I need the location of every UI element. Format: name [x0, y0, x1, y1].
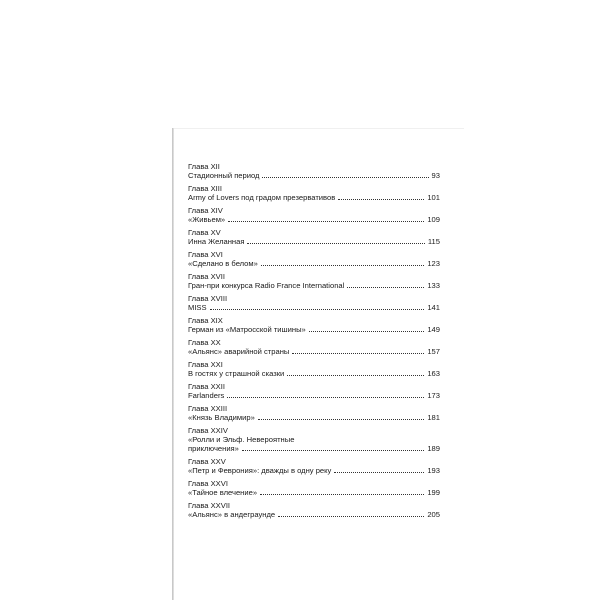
chapter-title: MISS [188, 303, 207, 312]
chapter-number: Глава XXII [188, 382, 225, 391]
toc-entry [188, 184, 440, 202]
chapter-number: Глава XVIII [188, 294, 228, 303]
chapter-number: Глава XXV [188, 457, 226, 466]
chapter-title: «Петр и Феврония»: дважды в одну реку [188, 466, 332, 475]
dot-leader [334, 472, 424, 473]
page-number: 163 [427, 369, 440, 378]
chapter-number: Глава XXIII [188, 404, 228, 413]
toc-entry [188, 360, 440, 378]
chapter-number: Глава XVI [188, 250, 223, 259]
toc-line [188, 193, 440, 202]
dot-leader [262, 177, 428, 178]
page-number: 133 [427, 281, 440, 290]
dot-leader [309, 331, 425, 332]
toc-line [188, 413, 440, 422]
dot-leader [261, 265, 424, 266]
chapter-number: Глава XII [188, 162, 220, 171]
toc-entry [188, 501, 440, 519]
toc-line [188, 303, 440, 312]
toc-line [188, 347, 440, 356]
chapter-number: Глава XV [188, 228, 221, 237]
chapter-title: В гостях у страшной сказки [188, 369, 285, 378]
toc-entry [188, 228, 440, 246]
chapter-title: Army of Lovers под градом презервативов [188, 193, 336, 202]
page-binding-shadow [172, 128, 174, 600]
chapter-number: Глава XIV [188, 206, 223, 215]
chapter-number: Глава XXVII [188, 501, 231, 510]
page-number: 199 [427, 488, 440, 497]
page-number: 157 [427, 347, 440, 356]
page-number: 149 [427, 325, 440, 334]
page-top-edge [174, 128, 464, 129]
toc-line [188, 237, 440, 246]
chapter-title: «Альянс» в андеграунде [188, 510, 276, 519]
dot-leader [292, 353, 424, 354]
dot-leader [260, 494, 424, 495]
chapter-title: «Тайное влечение» [188, 488, 258, 497]
toc-line [188, 325, 440, 334]
toc-entry [188, 294, 440, 312]
toc-entry [188, 382, 440, 400]
dot-leader [338, 199, 424, 200]
toc-line [188, 171, 440, 180]
toc-line [188, 466, 440, 475]
toc-entry [188, 404, 440, 422]
dot-leader [278, 516, 424, 517]
page-number: 93 [431, 171, 440, 180]
toc-line [188, 281, 440, 290]
toc-line [188, 488, 440, 497]
toc-entry [188, 479, 440, 497]
page-number: 181 [427, 413, 440, 422]
dot-leader [242, 450, 424, 451]
chapter-number: Глава XIII [188, 184, 223, 193]
chapter-title: «Живьем» [188, 215, 226, 224]
toc-entry [188, 272, 440, 290]
table-of-contents [188, 162, 440, 519]
chapter-number: Глава XXVI [188, 479, 228, 488]
toc-entry [188, 457, 440, 475]
toc-line [188, 444, 440, 453]
page-number: 189 [427, 444, 440, 453]
chapter-number: Глава XIX [188, 316, 223, 325]
chapter-title: «Сделано в белом» [188, 259, 258, 268]
toc-entry [188, 316, 440, 334]
toc-line [188, 510, 440, 519]
chapter-number: Глава XX [188, 338, 221, 347]
dot-leader [227, 397, 424, 398]
toc-line [188, 215, 440, 224]
dot-leader [347, 287, 424, 288]
page-number: 141 [427, 303, 440, 312]
chapter-number: Глава XXI [188, 360, 223, 369]
toc-line [188, 259, 440, 268]
toc-entry [188, 426, 440, 453]
chapter-title: Гран-при конкурса Radio France International [188, 281, 345, 290]
page-number: 101 [427, 193, 440, 202]
page-number: 123 [427, 259, 440, 268]
page-number: 109 [427, 215, 440, 224]
dot-leader [247, 243, 424, 244]
toc-entry [188, 206, 440, 224]
toc-entry [188, 338, 440, 356]
chapter-title-line1: «Ролли и Эльф. Невероятные [188, 435, 295, 444]
toc-line [188, 391, 440, 400]
page-number: 115 [427, 237, 440, 246]
toc-entry [188, 250, 440, 268]
chapter-title: Farlanders [188, 391, 225, 400]
chapter-title: Герман из «Матросской тишины» [188, 325, 306, 334]
chapter-number: Глава XVII [188, 272, 225, 281]
chapter-title: Стадионный период [188, 171, 260, 180]
page-number: 193 [427, 466, 440, 475]
dot-leader [228, 221, 424, 222]
page-number: 173 [427, 391, 440, 400]
chapter-title: Инна Желанная [188, 237, 245, 246]
toc-line [188, 369, 440, 378]
dot-leader [210, 309, 425, 310]
chapter-title: «Альянс» аварийной страны [188, 347, 290, 356]
dot-leader [258, 419, 425, 420]
chapter-number: Глава XXIV [188, 426, 228, 435]
page-number: 205 [427, 510, 440, 519]
dot-leader [287, 375, 424, 376]
chapter-title: приключения» [188, 444, 239, 453]
toc-entry [188, 162, 440, 180]
chapter-title: «Князь Владимир» [188, 413, 255, 422]
